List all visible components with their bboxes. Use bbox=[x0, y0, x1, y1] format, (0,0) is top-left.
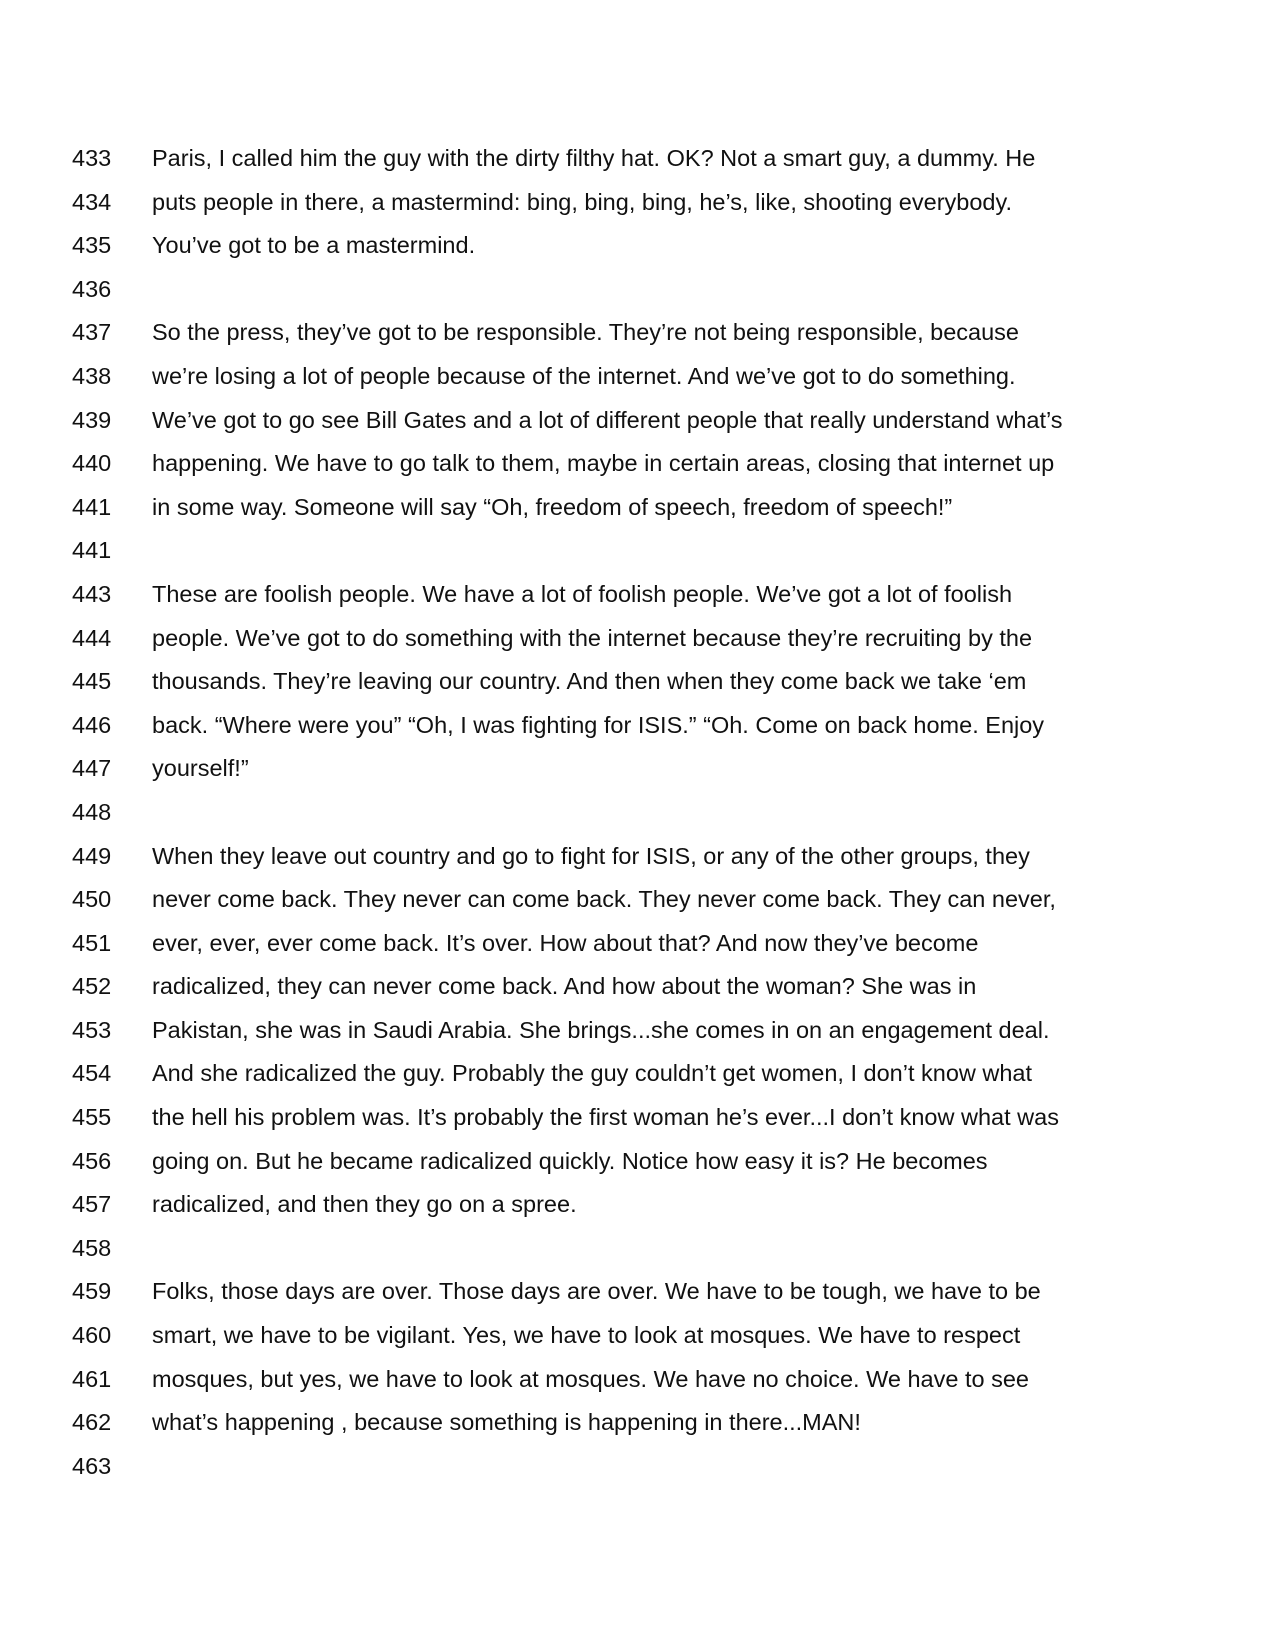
line-text: people. We’ve got to do something with the internet because they’re recruiting by the bbox=[152, 624, 1033, 651]
transcript-line bbox=[72, 1017, 1212, 1061]
line-number: 460 bbox=[72, 1322, 112, 1349]
transcript-line bbox=[72, 189, 1212, 233]
transcript-line bbox=[72, 1235, 1212, 1279]
line-text: radicalized, and then they go on a spree. bbox=[152, 1191, 577, 1218]
line-number: 433 bbox=[72, 145, 112, 171]
line-text: ever, ever, ever come back. It’s over. How about that? And now they’ve become bbox=[152, 929, 979, 956]
line-number: 459 bbox=[72, 1278, 112, 1305]
line-text: mosques, but yes, we have to look at mosques. We have no choice. We have to see bbox=[152, 1365, 1029, 1392]
line-text: puts people in there, a mastermind: bing, bing, bing, he’s, like, shooting everybody. bbox=[152, 188, 1013, 215]
transcript-line bbox=[72, 145, 1212, 189]
transcript-line bbox=[72, 930, 1212, 974]
line-number: 458 bbox=[72, 1234, 112, 1261]
line-number: 462 bbox=[72, 1409, 112, 1436]
line-text: These are foolish people. We have a lot of foolish people. We’ve got a lot of foolish bbox=[152, 580, 1013, 607]
line-number: 451 bbox=[72, 929, 112, 956]
line-text: So the press, they’ve got to be responsible. They’re not being responsible, because bbox=[152, 319, 1019, 346]
line-number: 452 bbox=[72, 973, 112, 1000]
line-number: 443 bbox=[72, 580, 112, 607]
line-text: Paris, I called him the guy with the dirty filthy hat. OK? Not a smart guy, a dummy. He bbox=[152, 145, 1036, 171]
line-number: 447 bbox=[72, 755, 112, 782]
line-text: the hell his problem was. It’s probably the first woman he’s ever...I don’t know what was bbox=[152, 1104, 1059, 1131]
line-text: we’re losing a lot of people because of the internet. And we’ve got to do something. bbox=[152, 362, 1016, 389]
transcript-line bbox=[72, 625, 1212, 669]
line-text: You’ve got to be a mastermind. bbox=[152, 232, 476, 259]
transcript-line bbox=[72, 581, 1212, 625]
line-text: When they leave out country and go to fight for ISIS, or any of the other groups, they bbox=[152, 842, 1030, 869]
line-text: in some way. Someone will say “Oh, freedom of speech, freedom of speech!” bbox=[152, 493, 953, 520]
line-number: 445 bbox=[72, 668, 112, 695]
line-text: going on. But he became radicalized quickly. Notice how easy it is? He becomes bbox=[152, 1147, 988, 1174]
transcript-line bbox=[72, 1409, 1212, 1453]
line-number: 444 bbox=[72, 624, 112, 651]
line-number: 455 bbox=[72, 1104, 112, 1131]
transcript-line bbox=[72, 407, 1212, 451]
line-number: 463 bbox=[72, 1452, 112, 1479]
line-number: 446 bbox=[72, 711, 112, 738]
transcript-line bbox=[72, 843, 1212, 887]
transcript-line bbox=[72, 668, 1212, 712]
line-text: Folks, those days are over. Those days are over. We have to be tough, we have to be bbox=[152, 1278, 1041, 1305]
line-number: 435 bbox=[72, 232, 112, 259]
transcript-line bbox=[72, 319, 1212, 363]
transcript-line bbox=[72, 755, 1212, 799]
transcript-line bbox=[72, 232, 1212, 276]
line-number: 457 bbox=[72, 1191, 112, 1218]
line-number: 449 bbox=[72, 842, 112, 869]
transcript-line bbox=[72, 1148, 1212, 1192]
transcript-line bbox=[72, 1104, 1212, 1148]
transcript-line bbox=[72, 450, 1212, 494]
line-text: We’ve got to go see Bill Gates and a lot of different people that really understand what’s bbox=[152, 406, 1063, 433]
line-text: radicalized, they can never come back. And how about the woman? She was in bbox=[152, 973, 977, 1000]
line-number: 438 bbox=[72, 362, 112, 389]
transcript-line bbox=[72, 276, 1212, 320]
transcript-line bbox=[72, 537, 1212, 581]
line-number: 450 bbox=[72, 886, 112, 913]
transcript-line bbox=[72, 1060, 1212, 1104]
line-number: 441 bbox=[72, 493, 112, 520]
line-number: 436 bbox=[72, 275, 112, 302]
transcript-line bbox=[72, 1322, 1212, 1366]
line-text: And she radicalized the guy. Probably the guy couldn’t get women, I don’t know what bbox=[152, 1060, 1033, 1087]
line-text: smart, we have to be vigilant. Yes, we have to look at mosques. We have to respect bbox=[152, 1322, 1021, 1349]
transcript-line bbox=[72, 886, 1212, 930]
line-number: 437 bbox=[72, 319, 112, 346]
line-text: yourself!” bbox=[152, 755, 249, 782]
transcript-line bbox=[72, 1366, 1212, 1410]
line-number: 440 bbox=[72, 450, 112, 477]
line-text: thousands. They’re leaving our country. And then when they come back we take ‘em bbox=[152, 668, 1027, 695]
line-number: 434 bbox=[72, 188, 112, 215]
line-text: never come back. They never can come back. They never come back. They can never, bbox=[152, 886, 1056, 913]
line-text: happening. We have to go talk to them, maybe in certain areas, closing that internet up bbox=[152, 450, 1055, 477]
transcript-line bbox=[72, 363, 1212, 407]
transcript-line bbox=[72, 973, 1212, 1017]
transcript-line bbox=[72, 494, 1212, 538]
transcript-line bbox=[72, 1278, 1212, 1322]
line-number: 454 bbox=[72, 1060, 112, 1087]
line-number: 448 bbox=[72, 798, 112, 825]
line-text: what’s happening , because something is happening in there...MAN! bbox=[152, 1409, 861, 1436]
transcript-line bbox=[72, 1453, 1212, 1497]
line-number: 461 bbox=[72, 1365, 112, 1392]
line-text: Pakistan, she was in Saudi Arabia. She brings...she comes in on an engagement deal. bbox=[152, 1016, 1050, 1043]
transcript-line bbox=[72, 799, 1212, 843]
transcript-body bbox=[72, 145, 1212, 1496]
line-text: back. “Where were you” “Oh, I was fighting for ISIS.” “Oh. Come on back home. Enjoy bbox=[152, 711, 1045, 738]
transcript-line bbox=[72, 712, 1212, 756]
line-number: 456 bbox=[72, 1147, 112, 1174]
line-number: 439 bbox=[72, 406, 112, 433]
line-number: 453 bbox=[72, 1016, 112, 1043]
line-number: 441 bbox=[72, 537, 112, 564]
transcript-line bbox=[72, 1191, 1212, 1235]
